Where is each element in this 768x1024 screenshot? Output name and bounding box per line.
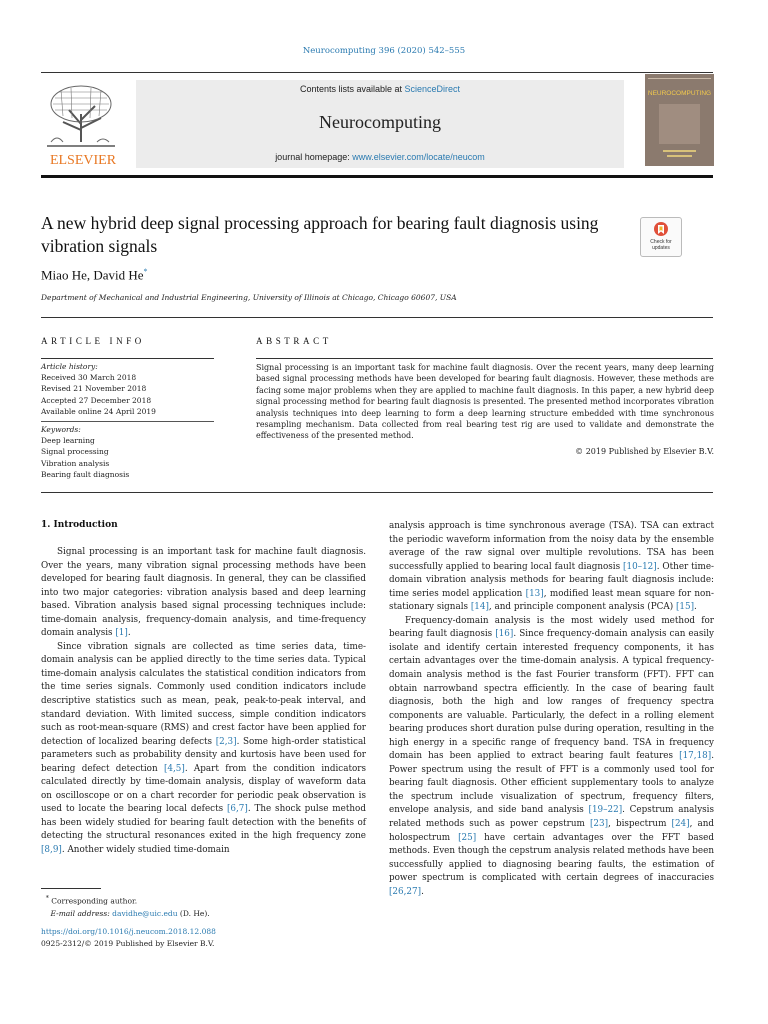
paragraph-text: . Another widely studied time-domain: [61, 845, 230, 856]
citation-link[interactable]: [25]: [458, 832, 477, 843]
citation-link[interactable]: [10–12]: [623, 561, 657, 572]
rule-body-top: [41, 492, 713, 493]
keywords-label: Keywords:: [41, 425, 81, 434]
journal-name[interactable]: Neurocomputing: [319, 112, 441, 132]
sciencedirect-link[interactable]: ScienceDirect: [404, 84, 461, 94]
citation-link[interactable]: [24]: [671, 819, 690, 830]
paragraph-text: Since vibration signals are collected as time series data, time-domain analysis can be applied directly to the time series data. Typical time-domain analysis calculates the statistical condition indicators from the time series signals. Commonly used condition indicators include descriptive statistics such as mean, peak, peak-to-peak interval, and standard deviation. With limited success, simple condition indicators such as root-mean-square (RMS) and crest factor have been applied for detection of localized bearing defects: [41, 641, 366, 747]
paragraph-text: . Power spectrum using the result of FFT is a commonly used tool for bearing fault diagnosis. Other efficient supplementary tools to analyze the spectrum include visualization of spectrum, frequency filters, envelope analysis, and side band analysis: [389, 751, 714, 816]
body-right-column: [389, 520, 714, 899]
elsevier-tree-icon: [41, 80, 125, 168]
keyword-item: Deep learning: [41, 436, 95, 446]
cover-line: [663, 150, 696, 152]
paragraph-text: . Some high-order statistical parameters such as probability density and kurtosis have been used for bearing defect detection: [41, 736, 366, 774]
article-history: [41, 361, 214, 417]
doi-block: [41, 926, 216, 949]
paragraph-text: . Since frequency-domain analysis can easily isolate and identify certain interested frequency components, it has certain advantages over the time-domain analysis. A typical frequency-domain analysis method is the fast Fourier transform (FFT). FFT can obtain narrowband spectra efficiently. In the case of bearing fault diagnosis, both the high and low ranges of frequency spectra components are valuable. Particularly, the defect in a rolling element bearing produces short duration pulse during operation, resulting in the high energy in a specific range of frequency band. TSA in frequency domain has been applied to extract bearing fault features: [389, 629, 714, 762]
journal-citation-link[interactable]: Neurocomputing 396 (2020) 542–555: [302, 46, 466, 56]
paragraph-text: .: [127, 628, 131, 639]
paragraph-text: .: [694, 602, 697, 613]
keyword-item: Bearing fault diagnosis: [41, 469, 130, 479]
corresponding-author-mark[interactable]: *: [143, 267, 148, 276]
abstract-heading: ABSTRACT: [256, 336, 332, 346]
citation-link[interactable]: [17,18]: [679, 751, 712, 762]
abstract-text: Signal processing is an important task for machine fault diagnosis. Over the recent years, many deep learning based signal processing methods have been developed for bearing fault diagnosis. However, these methods are facing some major problems when they are applied to machine fault diagnosis. In this paper, a new hybrid deep signal processing method for bearing fault diagnosis is presented. The presented method incorporates vibration analysis techniques into deep learning to form a deep learning structure embedded with time synchronous resampling mechanism. Data collected from real bearing test rig are used to validate and demonstrate the effectiveness of the presented method.: [256, 363, 714, 441]
email-label: E-mail address:: [50, 908, 113, 918]
paragraph: [389, 520, 714, 615]
citation-link[interactable]: [26,27]: [389, 886, 422, 897]
issn-line: 0925-2312/© 2019 Published by Elsevier B.V.: [41, 938, 215, 948]
paragraph-text: Frequency-domain analysis is the most widely used method for bearing fault diagnosis: [389, 615, 714, 640]
history-received: Received 30 March 2018: [41, 373, 137, 383]
email-note: [41, 908, 210, 920]
paragraph: [41, 641, 366, 858]
contents-line: [136, 84, 624, 94]
check-for-updates-button[interactable]: [640, 217, 682, 257]
paragraph-text: have certain advantages over the FFT based methods. Even though the cepstrum analysis related methods have been successfully applied to diagnosing bearing faults, the estimation of power spectrum is complicated with certain degrees of inaccuracies: [389, 832, 714, 884]
homepage-line: [136, 152, 624, 162]
journal-cover-image[interactable]: [645, 74, 714, 166]
authors: [41, 267, 148, 283]
paragraph: [41, 546, 366, 641]
citation-link[interactable]: [14]: [470, 602, 489, 613]
paragraph-text: , and holospectrum: [389, 819, 715, 843]
citation-link[interactable]: [8,9]: [41, 845, 62, 856]
header-rule-top: [41, 72, 713, 73]
history-revised: Revised 21 November 2018: [41, 384, 147, 394]
keywords-rule: [41, 421, 214, 422]
footnote-rule: [41, 888, 101, 889]
history-online: Available online 24 April 2019: [41, 406, 156, 416]
paragraph-text: Signal processing is an important task for machine fault diagnosis. Over the years, many vibration signal processing methods have been developed for bearing fault diagnosis. In general, they can be classified into two major categories: vibration analysis based and deep learning based. Vibration analysis based signal processing techniques include: time-domain analysis, frequency-domain analysis, and time-frequency domain analysis: [41, 547, 366, 639]
citation-link[interactable]: [6,7]: [226, 804, 248, 815]
homepage-prefix: journal homepage:: [275, 152, 353, 162]
keyword-item: Vibration analysis: [41, 458, 110, 468]
footnote-mark: *: [45, 895, 49, 902]
paragraph-text: . Cepstrum analysis related methods such as power cepstrum: [389, 805, 715, 830]
cover-title: NEUROCOMPUTING: [647, 90, 712, 97]
doi-link[interactable]: https://doi.org/10.1016/j.neucom.2018.12.088: [41, 927, 216, 936]
citation-link[interactable]: [13]: [525, 588, 544, 599]
paragraph-text: . Apart from the condition indicators calculated directly by time-domain analysis, display of waveform data on oscilloscope or on a chart recorder for periodic peak observation is used to locate the bearing local defects: [41, 763, 366, 815]
cover-line: [667, 155, 692, 157]
footnote: [41, 893, 210, 920]
check-updates-label: Check for updates: [650, 239, 672, 251]
rule-info-top: [41, 317, 713, 318]
author-names: Miao He, David He: [41, 267, 144, 283]
body-left-column: [41, 546, 366, 858]
keywords: [41, 424, 214, 480]
citation-link[interactable]: [23]: [590, 819, 609, 830]
article-info-heading: ARTICLE INFO: [41, 336, 145, 346]
cover-rule: [648, 78, 711, 79]
elsevier-logo[interactable]: [41, 80, 125, 168]
cover-artwork: [659, 104, 700, 144]
paragraph-text: , modified least mean square for non-stationary signals: [389, 588, 714, 613]
citation-link[interactable]: [1]: [115, 628, 128, 639]
history-accepted: Accepted 27 December 2018: [41, 395, 152, 405]
article-title: A new hybrid deep signal processing approach for bearing fault diagnosis using vibration signals: [41, 213, 599, 256]
paragraph-text: .: [421, 886, 424, 897]
journal-homepage-link[interactable]: www.elsevier.com/locate/neucom: [352, 152, 485, 162]
article-info-rule: [41, 358, 214, 359]
corresponding-author-note: [41, 893, 210, 908]
paragraph-text: . The shock pulse method has been widely studied for bearing fault detection with the benefits of detecting the structural resonances exited in the high frequency zone: [41, 804, 366, 842]
abstract-copyright: © 2019 Published by Elsevier B.V.: [575, 447, 714, 456]
citation-link[interactable]: [4,5]: [163, 763, 185, 774]
history-label: Article history:: [41, 362, 98, 371]
citation-link[interactable]: [15]: [675, 602, 694, 613]
journal-header-box: [136, 80, 624, 168]
paragraph-text: , and principle component analysis (PCA): [488, 602, 676, 613]
section-heading-introduction: 1. Introduction: [41, 520, 118, 530]
abstract-rule: [256, 358, 713, 359]
corresponding-label: Corresponding author.: [51, 896, 138, 906]
email-suffix: (D. He).: [177, 908, 210, 918]
paragraph: [389, 615, 714, 899]
bookmark-icon: [653, 221, 669, 239]
paragraph-text: . Other time-domain vibration analysis methods for bearing fault diagnosis include: time series model application: [389, 561, 714, 599]
email-link[interactable]: davidhe@uic.edu: [112, 908, 178, 918]
header-rule-bottom: [41, 175, 713, 178]
keyword-item: Signal processing: [41, 447, 109, 457]
contents-prefix: Contents lists available at: [299, 84, 405, 94]
citation-link[interactable]: [16]: [495, 629, 514, 640]
paragraph-text: analysis approach is time synchronous average (TSA). TSA can extract the periodic waveform information from the noisy data by the ensemble average of the raw signal over multiple revolutions. TSA has been successfully applied to bearing local fault diagnosis: [389, 521, 714, 572]
citation-link[interactable]: [2,3]: [215, 736, 237, 747]
affiliation: Department of Mechanical and Industrial Engineering, University of Illinois at Chicago, Chicago 60607, USA: [41, 293, 457, 302]
paragraph-text: , bispectrum: [608, 819, 672, 830]
citation-link[interactable]: [19–22]: [588, 805, 623, 816]
elsevier-logo-text: ELSEVIER: [49, 153, 117, 168]
